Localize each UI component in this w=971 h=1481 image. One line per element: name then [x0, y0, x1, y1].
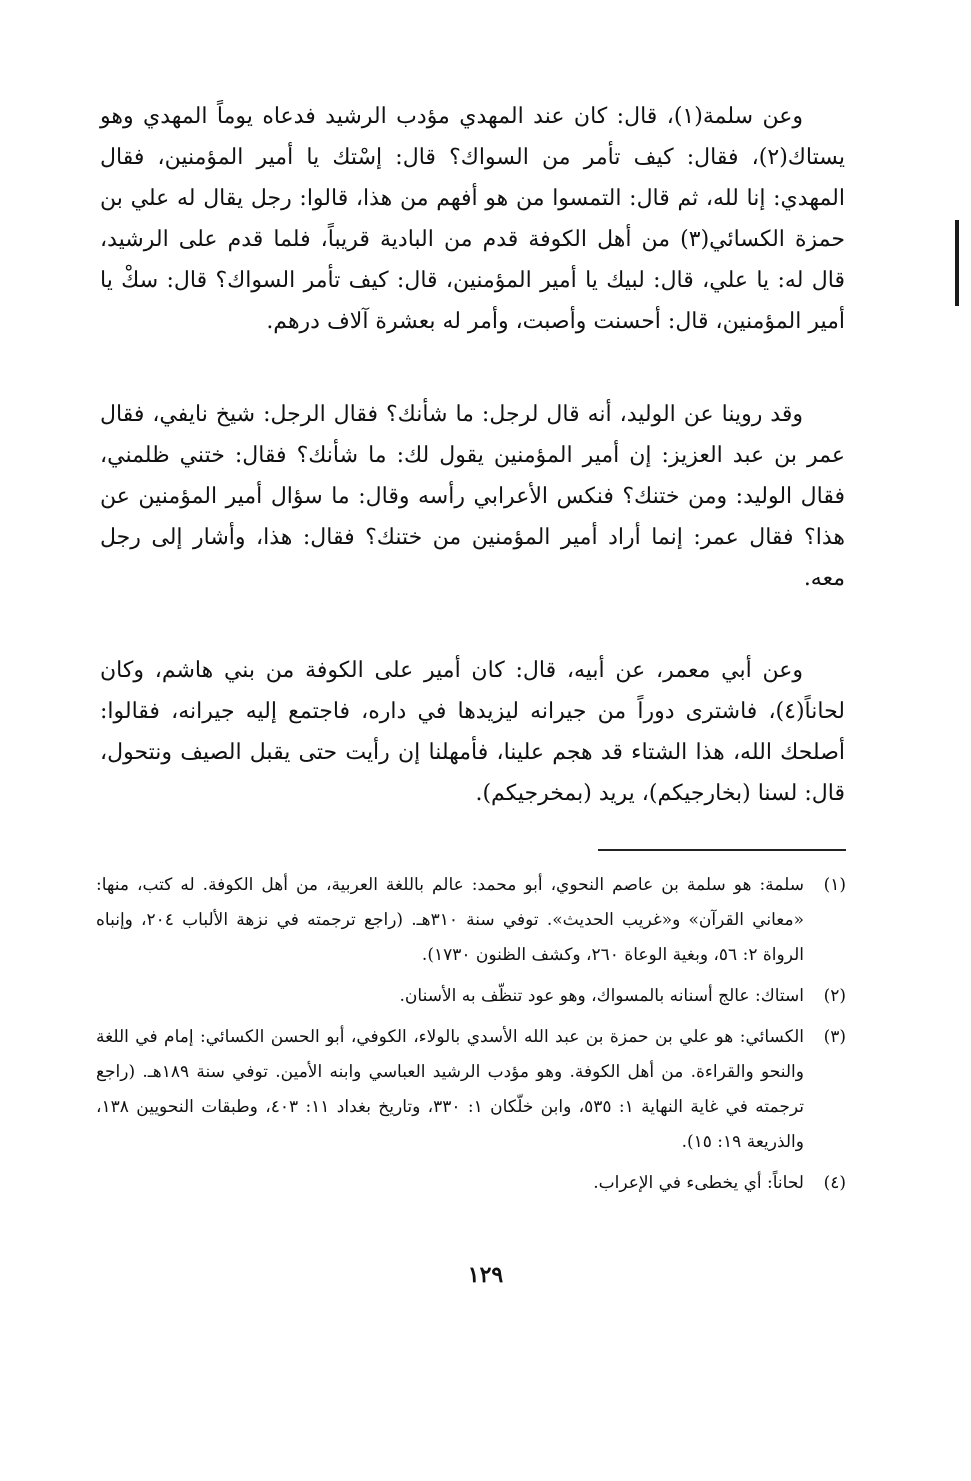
- paragraph-salama: [100, 96, 845, 342]
- footnote-text: استاك: عالج أسنانه بالمسواك، وهو عود تنظّف به الأسنان.: [399, 986, 804, 1006]
- paragraph-walid: [100, 394, 845, 599]
- paragraph-text: وعن سلمة(١)، قال: كان عند المهدي مؤدب الرشيد فدعاه يوماً المهدي وهو يستاك(٢)، فقال: كيف تأمر من السواك؟ قال: إسْتك يا أمير المؤمنين، فقال المهدي: إنا لله، ثم قال: التمسوا من هو أفهم من هذا، قالوا: رجل يقال له علي بن حمزة الكسائي(٣) من أهل الكوفة قدم من البادية قريباً، فلما قدم على الرشيد، قال له: يا علي، قال: لبيك يا أمير المؤمنين، قال: كيف تأمر السواك؟ قال: سكْ يا أمير المؤمنين، قال: أحسنت وأصبت، وأمر له بعشرة آلاف درهم.: [100, 104, 845, 334]
- footnote-2: [96, 979, 846, 1014]
- footnote-separator: [598, 849, 846, 851]
- footnote-text: لحاناً: أي يخطىء في الإعراب.: [593, 1173, 804, 1193]
- footnote-number: (٢): [823, 986, 846, 1006]
- margin-mark: [955, 220, 959, 306]
- footnotes-section: [96, 868, 846, 1207]
- footnote-number: (١): [823, 875, 846, 895]
- footnote-3: [96, 1020, 846, 1160]
- footnote-4: [96, 1166, 846, 1201]
- footnote-text: سلمة: هو سلمة بن عاصم النحوي، أبو محمد: عالم باللغة العربية، من أهل الكوفة. له كتب، منها: «معاني القرآن» و«غريب الحديث». توفي سنة ٣١٠هـ. (راجع ترجمته في نزهة الألباب ٢٠٤، وإنباه الرواة ٢: ٥٦، وبغية الوعاة ٢٦٠، وكشف الظنون ١٧٣٠).: [96, 875, 804, 965]
- paragraph-text: وعن أبي معمر، عن أبيه، قال: كان أمير على الكوفة من بني هاشم، وكان لحاناً(٤)، فاشترى دوراً من جيرانه ليزيدها في داره، فاجتمع إليه جيرانه، فقالوا: أصلحك الله، هذا الشتاء قد هجم علينا، فأمهلنا إن رأيت حتى يقبل الصيف ونتحول، قال: لسنا (بخارجيكم)، يريد (بمخرجيكم).: [100, 658, 845, 806]
- footnote-number: (٣): [823, 1027, 846, 1047]
- footnote-1: [96, 868, 846, 973]
- page-number: ١٢٩: [467, 1262, 504, 1288]
- footnote-number: (٤): [823, 1173, 846, 1193]
- paragraph-abu-mamar: [100, 650, 845, 814]
- footnote-text: الكسائي: هو علي بن حمزة بن عبد الله الأسدي بالولاء، الكوفي، أبو الحسن الكسائي: إمام في اللغة والنحو والقراءة. من أهل الكوفة. وهو مؤدب الرشيد العباسي وابنه الأمين. توفي سنة ١٨٩هـ. (راجع ترجمته في غاية النهاية ١: ٥٣٥، وابن خلّكان ١: ٣٣٠، وتاريخ بغداد ١١: ٤٠٣، وطبقات النحويين ١٣٨، والذريعة ١٩: ١٥).: [96, 1027, 804, 1152]
- paragraph-text: وقد روينا عن الوليد، أنه قال لرجل: ما شأنك؟ فقال الرجل: شيخ نايفي، فقال عمر بن عبد العزيز: إن أمير المؤمنين يقول لك: ما شأنك؟ فقال: ختني ظلمني، فقال الوليد: ومن ختنك؟ فنكس الأعرابي رأسه وقال: ما سؤال أمير المؤمنين عن هذا؟ فقال عمر: إنما أراد أمير المؤمنين من ختنك؟ فقال: هذا، وأشار إلى رجل معه.: [100, 402, 845, 591]
